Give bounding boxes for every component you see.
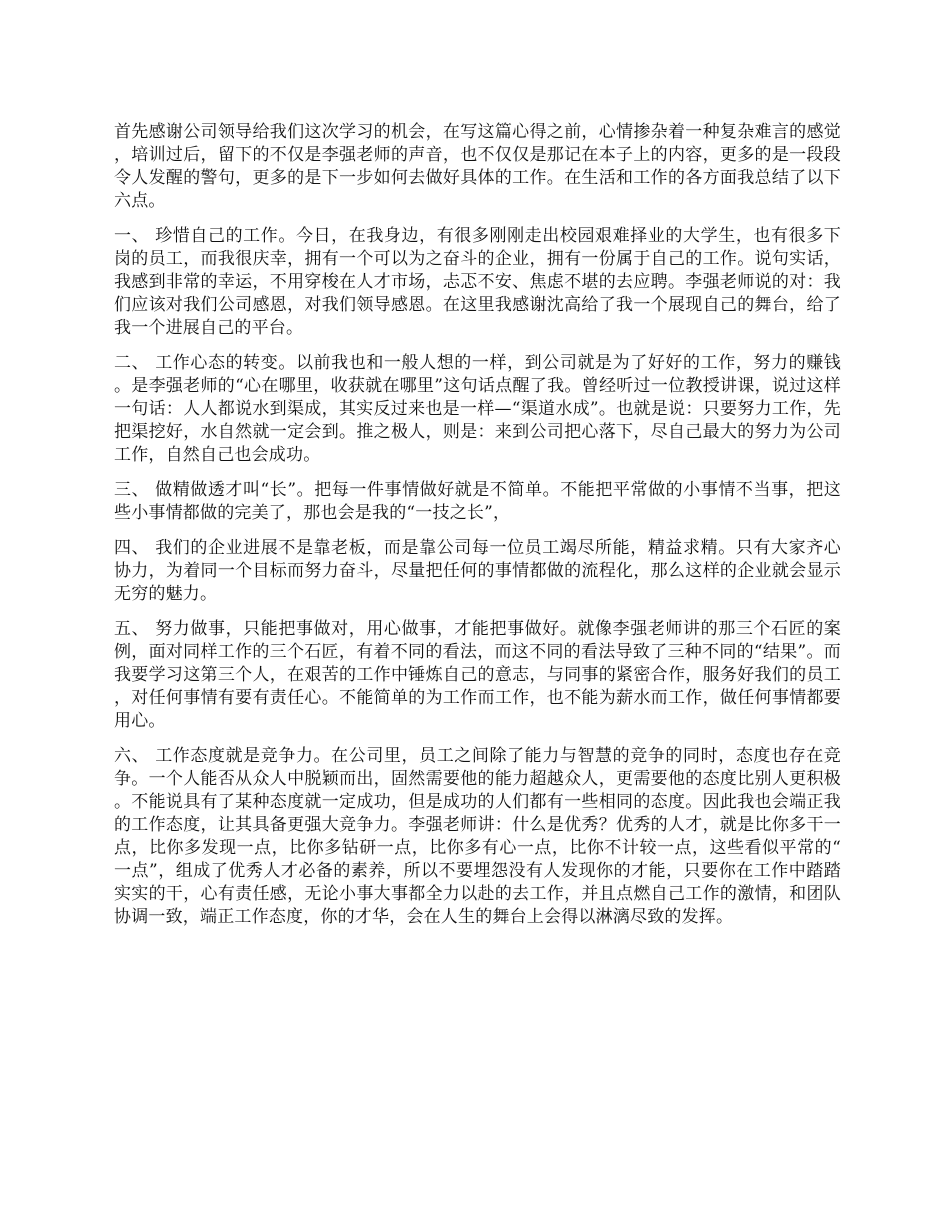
document-body [114, 121, 841, 941]
point-four-paragraph: 四、 我们的企业进展不是靠老板，而是靠公司每一位员工竭尽所能，精益求精。只有大家齐心协力，为着同一个目标而努力奋斗，尽量把任何的事情都做的流程化，那么这样的企业就会显示无穷的魅力。 [114, 538, 841, 604]
point-three-paragraph: 三、 做精做透才叫“长”。把每一件事情做好就是不简单。不能把平常做的小事情不当事，把这些小事情都做的完美了，那也会是我的“一技之长”， [114, 480, 841, 523]
point-six-paragraph: 六、 工作态度就是竞争力。在公司里，员工之间除了能力与智慧的竞争的同时，态度也存在竞争。一个人能否从众人中脱颖而出，固然需要他的能力超越众人，更需要他的态度比别人更积极。不能说具有了某种态度就一定成功，但是成功的人们都有一些相同的态度。因此我也会端正我的工作态度，让其具备更强大竞争力。李强老师讲：什么是优秀？优秀的人才，就是比你多干一点，比你多发现一点，比你多钻研一点，比你多有心一点，比你不计较一点，这些看似平常的“一点”，组成了优秀人才必备的素养，所以不要埋怨没有人发现你的才能，只要你在工作中踏踏实实的干，心有责任感，无论小事大事都全力以赴的去工作，并且点燃自己工作的激情，和团队协调一致，端正工作态度，你的才华，会在人生的舞台上会得以淋漓尽致的发挥。 [114, 746, 841, 927]
point-two-paragraph: 二、 工作心态的转变。以前我也和一般人想的一样，到公司就是为了好好的工作，努力的赚钱。是李强老师的“心在哪里，收获就在哪里”这句话点醒了我。曾经听过一位教授讲课，说过这样一句话：人人都说水到渠成，其实反过来也是一样—“渠道水成”。也就是说：只要努力工作，先把渠挖好，水自然就一定会到。推之极人，则是：来到公司把心落下，尽自己最大的努力为公司工作，自然自己也会成功。 [114, 353, 841, 465]
point-five-paragraph: 五、 努力做事，只能把事做对，用心做事，才能把事做好。就像李强老师讲的那三个石匠的案例，面对同样工作的三个石匠，有着不同的看法，而这不同的看法导致了三种不同的“结果”。而我要学习这第三个人，在艰苦的工作中锤炼自己的意志，与同事的紧密合作，服务好我们的员工，对任何事情有要有责任心。不能简单的为工作而工作，也不能为薪水而工作，做任何事情都要用心。 [114, 619, 841, 731]
point-one-paragraph: 一、 珍惜自己的工作。今日，在我身边，有很多刚刚走出校园艰难择业的大学生，也有很多下岗的员工，而我很庆幸，拥有一个可以为之奋斗的企业，拥有一份属于自己的工作。说句实话，我感到非常的幸运，不用穿梭在人才市场，忐忑不安、焦虑不堪的去应聘。李强老师说的对：我们应该对我们公司感恩，对我们领导感恩。在这里我感谢沈高给了我一个展现自己的舞台，给了我一个进展自己的平台。 [114, 226, 841, 338]
intro-paragraph: 首先感谢公司领导给我们这次学习的机会，在写这篇心得之前，心情掺杂着一种复杂难言的感觉，培训过后，留下的不仅是李强老师的声音，也不仅仅是那记在本子上的内容，更多的是一段段令人发醒的警句，更多的是下一步如何去做好具体的工作。在生活和工作的各方面我总结了以下六点。 [114, 122, 841, 211]
